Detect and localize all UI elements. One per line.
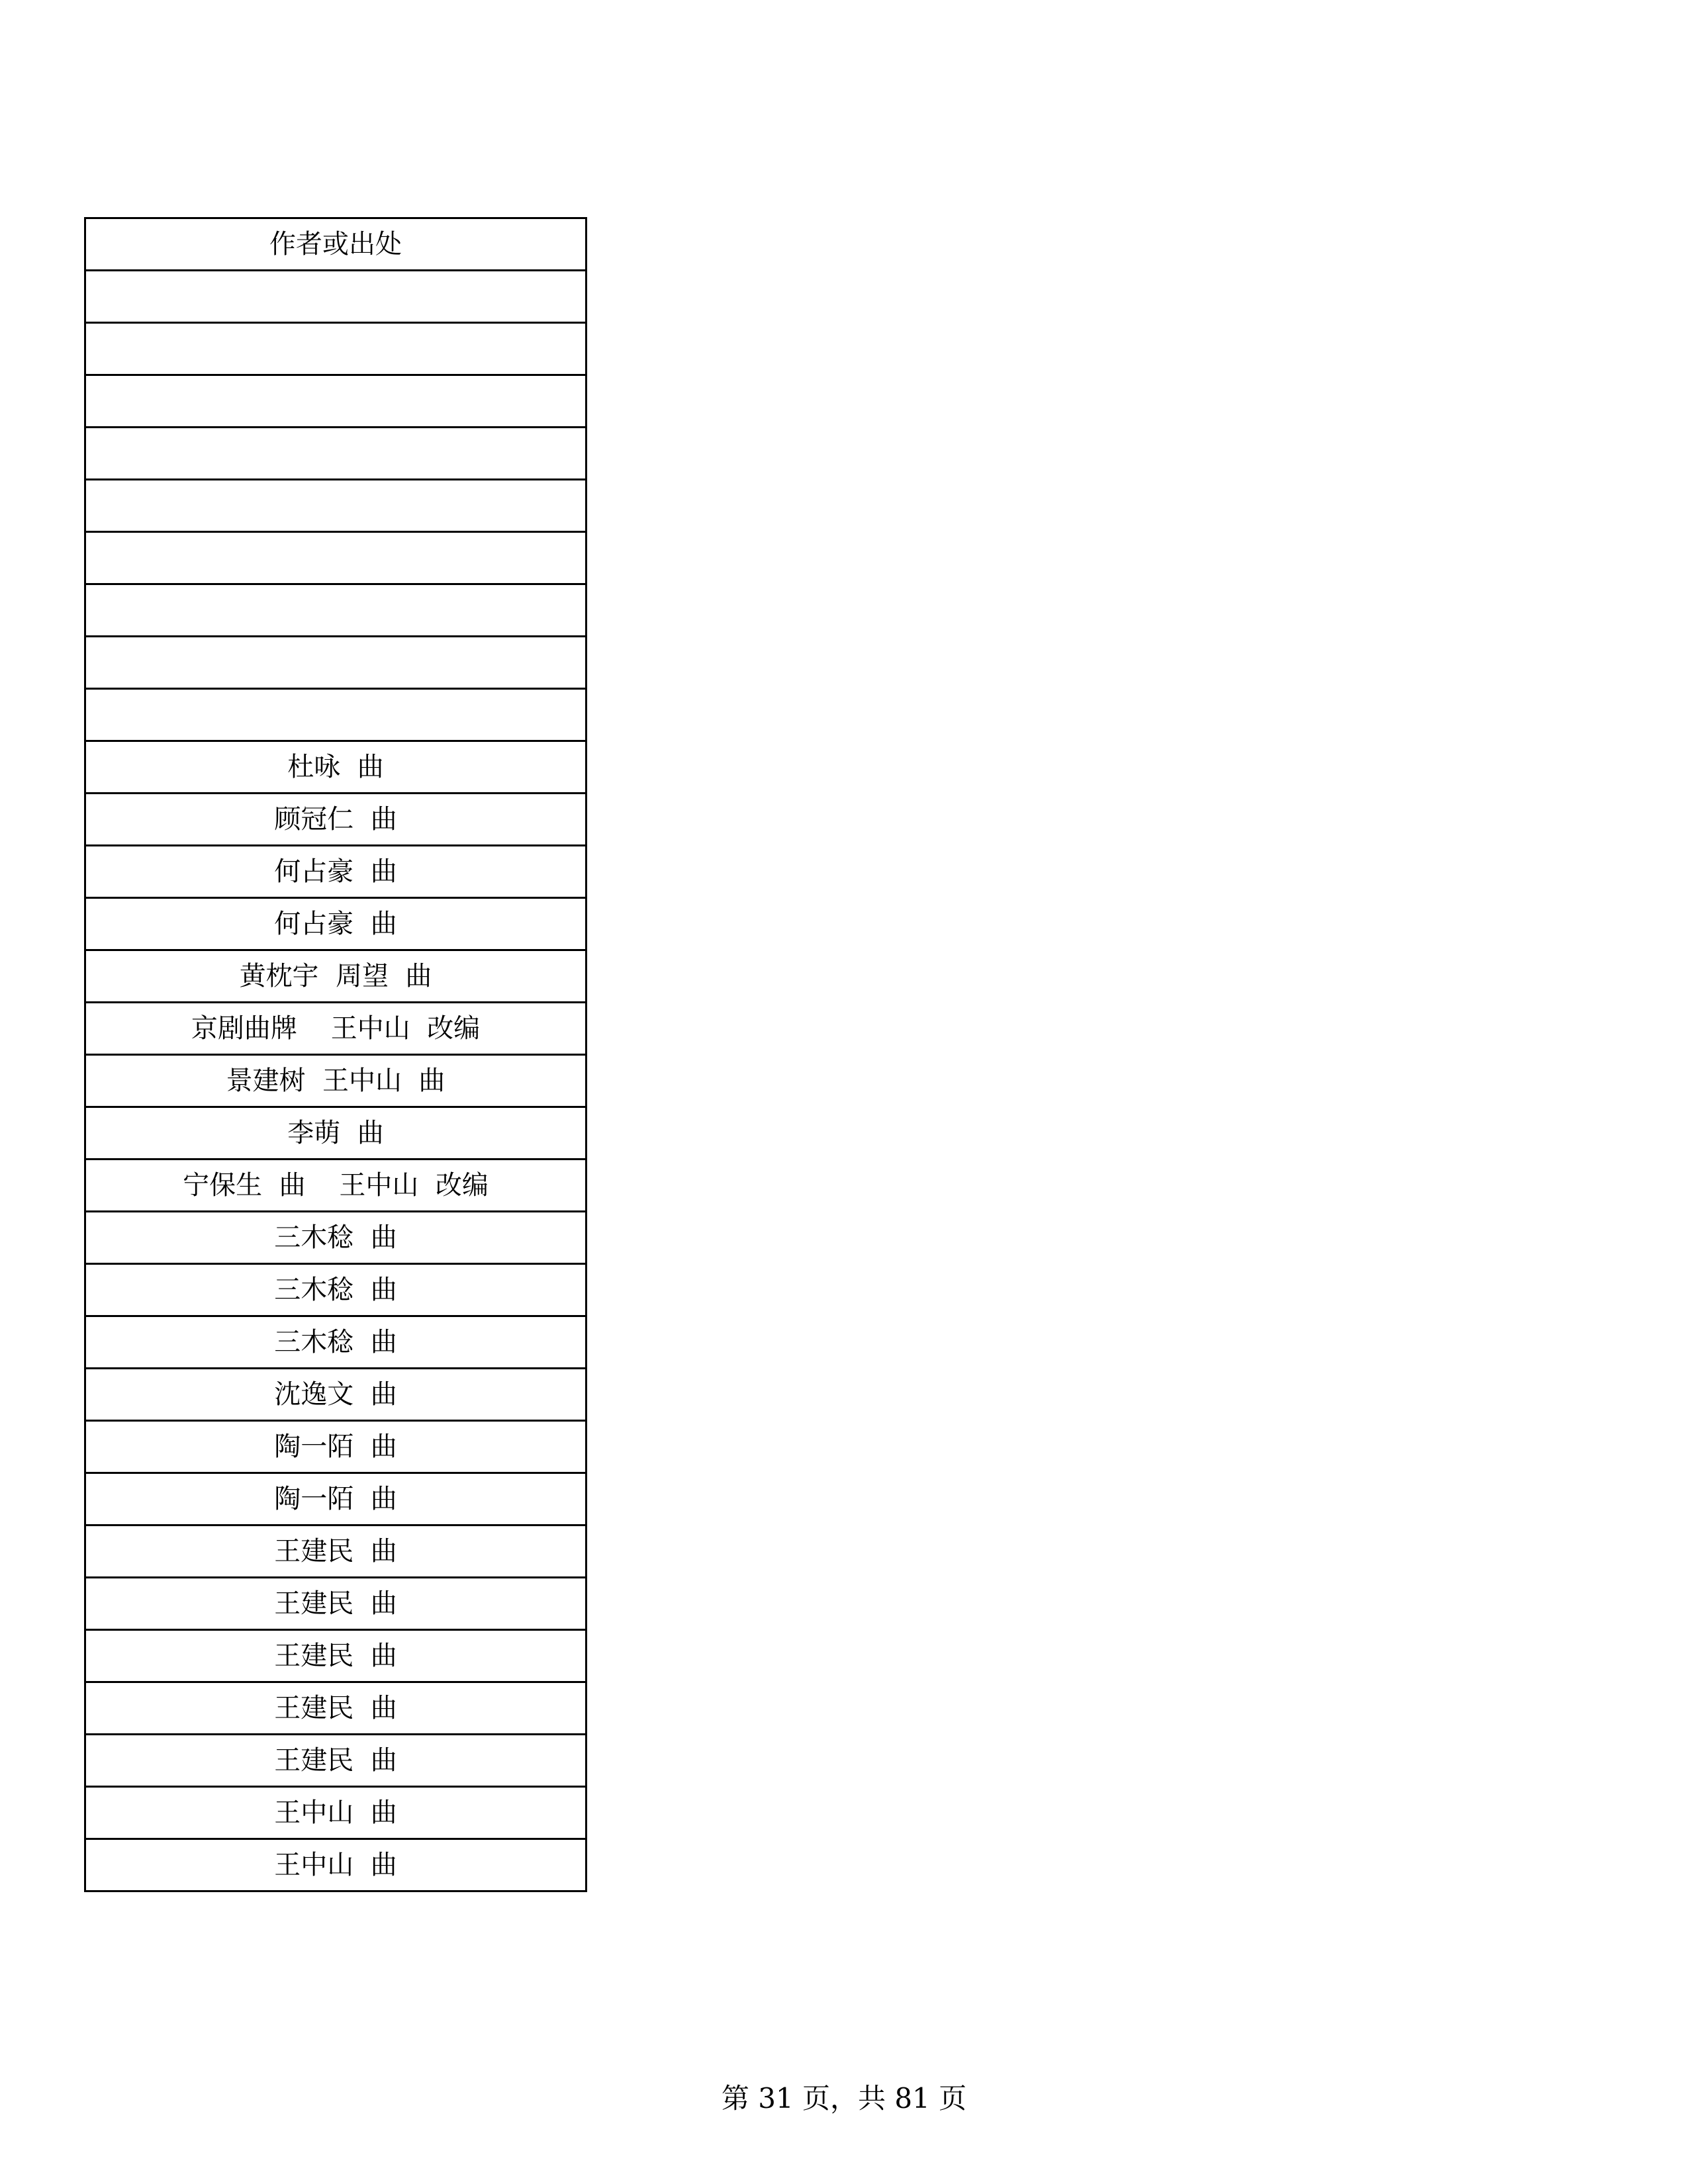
table-cell-author: 京剧曲牌 王中山 改编 [85, 1003, 586, 1055]
table-row [85, 637, 586, 689]
table-row [85, 741, 586, 794]
table-header-row [85, 218, 586, 271]
table-cell-author: 陶一陌 曲 [85, 1421, 586, 1473]
table-cell-author: 三木稔 曲 [85, 1212, 586, 1264]
table-row [85, 323, 586, 375]
table-row [85, 794, 586, 846]
table-cell-author: 李萌 曲 [85, 1107, 586, 1160]
table-row [85, 846, 586, 898]
table-row [85, 584, 586, 637]
table-cell-author [85, 323, 586, 375]
table-row [85, 1421, 586, 1473]
table-cell-author: 景建树 王中山 曲 [85, 1055, 586, 1107]
table-cell-author: 王建民 曲 [85, 1578, 586, 1630]
table-cell-author: 顾冠仁 曲 [85, 794, 586, 846]
table-cell-author: 三木稔 曲 [85, 1316, 586, 1369]
author-table [84, 217, 587, 1892]
table-row [85, 375, 586, 428]
column-header-author: 作者或出处 [85, 218, 586, 271]
table-row [85, 1473, 586, 1525]
table-row [85, 689, 586, 741]
table-cell-author [85, 375, 586, 428]
table-row [85, 1735, 586, 1787]
table-row [85, 480, 586, 532]
table-cell-author: 宁保生 曲 王中山 改编 [85, 1160, 586, 1212]
table-cell-author: 三木稔 曲 [85, 1264, 586, 1316]
table-cell-author [85, 637, 586, 689]
table-row [85, 428, 586, 480]
table-row [85, 1212, 586, 1264]
table-cell-author: 沈逸文 曲 [85, 1369, 586, 1421]
table-row [85, 1525, 586, 1578]
table-row [85, 1682, 586, 1735]
table-row [85, 1003, 586, 1055]
table-cell-author [85, 428, 586, 480]
page-number: 第 31 页，共 81 页 [721, 2082, 967, 2115]
table-cell-author: 王中山 曲 [85, 1787, 586, 1839]
table-cell-author: 王中山 曲 [85, 1839, 586, 1891]
table-cell-author [85, 480, 586, 532]
table-cell-author [85, 532, 586, 584]
table-cell-author: 王建民 曲 [85, 1630, 586, 1682]
table-row [85, 1369, 586, 1421]
table-row [85, 271, 586, 323]
table-cell-author: 王建民 曲 [85, 1525, 586, 1578]
table-row [85, 1787, 586, 1839]
table-row [85, 898, 586, 950]
table-cell-author: 王建民 曲 [85, 1682, 586, 1735]
table-row [85, 1316, 586, 1369]
table-cell-author: 何占豪 曲 [85, 846, 586, 898]
table-cell-author: 陶一陌 曲 [85, 1473, 586, 1525]
table-row [85, 1264, 586, 1316]
table-cell-author [85, 584, 586, 637]
table-row [85, 1578, 586, 1630]
table-cell-author: 何占豪 曲 [85, 898, 586, 950]
table-cell-author: 黄枕宇 周望 曲 [85, 950, 586, 1003]
table-row [85, 532, 586, 584]
table-row [85, 1055, 586, 1107]
table-cell-author: 王建民 曲 [85, 1735, 586, 1787]
table-row [85, 1160, 586, 1212]
table-row [85, 1107, 586, 1160]
table-row [85, 1839, 586, 1891]
table-cell-author [85, 271, 586, 323]
table-row [85, 1630, 586, 1682]
table-cell-author [85, 689, 586, 741]
table-row [85, 950, 586, 1003]
table-cell-author: 杜咏 曲 [85, 741, 586, 794]
